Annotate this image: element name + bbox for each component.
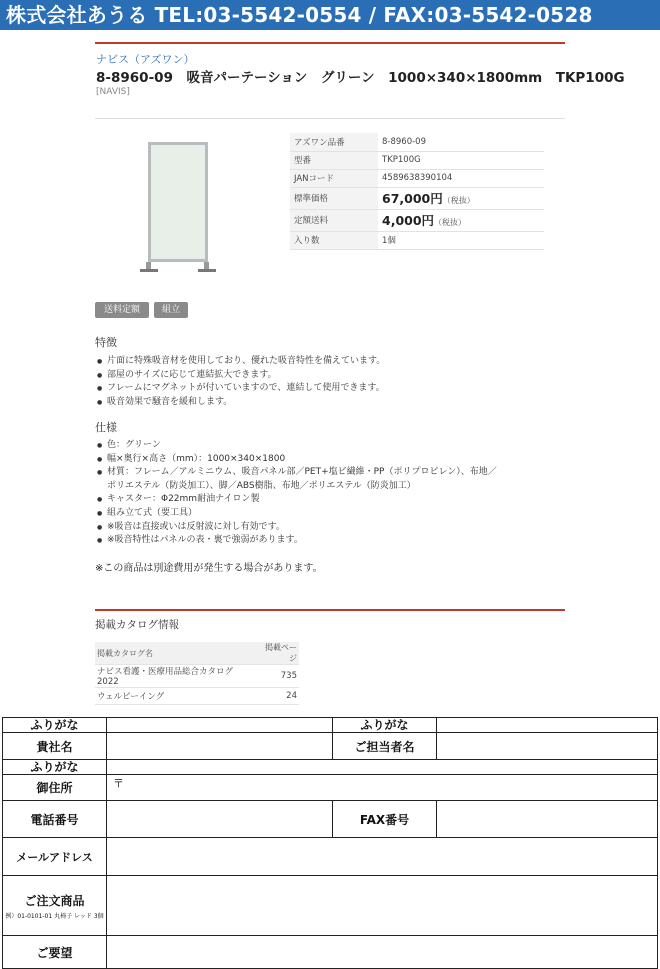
list-item: ● 吸音効果で騒音を緩和します。	[98, 396, 385, 410]
maker-label: [NAVIS]	[96, 87, 130, 97]
furigana-label: ふりがな	[3, 760, 107, 775]
company-furigana-field[interactable]	[107, 718, 333, 733]
contact-furigana-field[interactable]	[437, 718, 658, 733]
furigana-label: ふりがな	[333, 718, 437, 733]
spec-value: 8-8960-09	[378, 133, 544, 151]
brand-link[interactable]: ナビス（アズワン）	[96, 53, 195, 66]
request-field[interactable]	[107, 936, 658, 969]
order-field[interactable]	[107, 876, 658, 936]
contact-label: ご担当者名	[333, 733, 437, 760]
section-divider	[95, 118, 565, 119]
catalog-title: 掲載カタログ情報	[95, 619, 179, 631]
badge-flat-shipping: 送料定額	[95, 302, 149, 318]
contact-banner: 株式会社あうる TEL:03-5542-0554 / FAX:03-5542-0528	[0, 0, 660, 30]
catalog-page: 735	[255, 665, 299, 688]
table-row	[95, 665, 299, 688]
partition-foot-left	[140, 269, 158, 272]
badge-assembly: 組立	[154, 302, 188, 318]
spec-row	[290, 169, 544, 187]
spec-key: アズワン品番	[290, 133, 378, 151]
spec-row	[290, 133, 544, 151]
product-title: 8-8960-09 吸音パーテーション グリーン 1000×340×1800mm TKP100G	[96, 70, 625, 86]
list-item: ● 部屋のサイズに応じて連結拡大できます。	[98, 369, 385, 383]
partition-foot-right	[198, 269, 216, 272]
catalog-divider	[95, 609, 565, 611]
catalog-page: 24	[255, 688, 299, 705]
spec-value: TKP100G	[378, 151, 544, 169]
company-label: 貴社名	[3, 733, 107, 760]
address-label: 御住所	[3, 775, 107, 801]
email-field[interactable]	[107, 838, 658, 876]
fax-label: FAX番号	[333, 801, 437, 838]
address-furigana-field[interactable]	[107, 760, 658, 775]
company-field[interactable]	[107, 733, 333, 760]
spec-value: 4589638390104	[378, 169, 544, 187]
title-divider	[95, 42, 565, 44]
list-item: ● 材質：フレーム／アルミニウム、吸音パネル部／PET+塩ビ繊維・PP（ポリプロピレン）、布地／	[98, 466, 497, 480]
specs-list	[98, 439, 497, 548]
catalog-name: ナビス看護・医療用品総合カタログ2022	[95, 665, 255, 688]
list-item: ● ※吸音特性はパネルの表・裏で強弱があります。	[98, 534, 497, 548]
spec-value	[378, 209, 544, 231]
partition-panel	[148, 142, 208, 262]
tax-note: （税抜）	[434, 218, 467, 227]
features-list	[98, 355, 385, 409]
furigana-label: ふりがな	[3, 718, 107, 733]
catalog-col-name: 掲載カタログ名	[95, 642, 255, 665]
list-item-continuation: ポリエステル（防炎加工）、脚／ABS樹脂、布地／ポリエステル（防炎加工）	[107, 480, 416, 491]
order-example: 例）01-0101-01 丸椅子 レッド 3個	[5, 912, 104, 920]
contact-field[interactable]	[437, 733, 658, 760]
product-image	[140, 138, 220, 273]
spec-key: 定額送料	[290, 209, 378, 231]
list-item: ● 片面に特殊吸音材を使用しており、優れた吸音特性を備えています。	[98, 355, 385, 369]
features-heading: 特徴	[95, 336, 117, 349]
catalog-name: ウェルビーイング	[95, 688, 255, 705]
spec-row	[290, 187, 544, 209]
spec-table	[290, 133, 544, 250]
list-item: ● フレームにマグネットが付いていますので、連結して使用できます。	[98, 382, 385, 396]
list-item: ● 色：グリーン	[98, 439, 497, 453]
specs-heading: 仕様	[95, 421, 117, 434]
spec-key: 入り数	[290, 231, 378, 249]
order-label-text: ご注文商品	[24, 893, 85, 908]
address-field[interactable]	[107, 775, 658, 801]
spec-row	[290, 231, 544, 249]
spec-key: 標準価格	[290, 187, 378, 209]
table-row	[95, 688, 299, 705]
spec-row	[290, 209, 544, 231]
spec-row	[290, 151, 544, 169]
spec-key: JANコード	[290, 169, 378, 187]
spec-key: 型番	[290, 151, 378, 169]
catalog-table	[95, 642, 299, 705]
tax-note: （税抜）	[442, 196, 475, 205]
order-label	[3, 876, 107, 936]
email-label: メールアドレス	[3, 838, 107, 876]
postal-mark: 〒	[113, 777, 124, 790]
list-item: ● キャスター：Φ22mm耐油ナイロン製	[98, 493, 497, 507]
spec-value: 1個	[378, 231, 544, 249]
list-item: ● 組み立て式（要工具）	[98, 507, 497, 521]
catalog-header-row	[95, 642, 299, 665]
tel-label: 電話番号	[3, 801, 107, 838]
tel-field[interactable]	[107, 801, 333, 838]
extra-cost-note: ※この商品は別途費用が発生する場合があります。	[95, 563, 323, 574]
list-item: ● ※吸音は直接或いは反射波に対し有効です。	[98, 521, 497, 535]
catalog-col-page: 掲載ページ	[255, 642, 299, 665]
spec-value	[378, 187, 544, 209]
list-item: ● 幅×奥行×高さ（mm）：1000×340×1800	[98, 453, 497, 467]
request-label: ご要望	[3, 936, 107, 969]
list-price: 67,000円	[382, 191, 443, 206]
fax-field[interactable]	[437, 801, 658, 838]
shipping-price: 4,000円	[382, 213, 435, 228]
order-form	[2, 717, 658, 969]
